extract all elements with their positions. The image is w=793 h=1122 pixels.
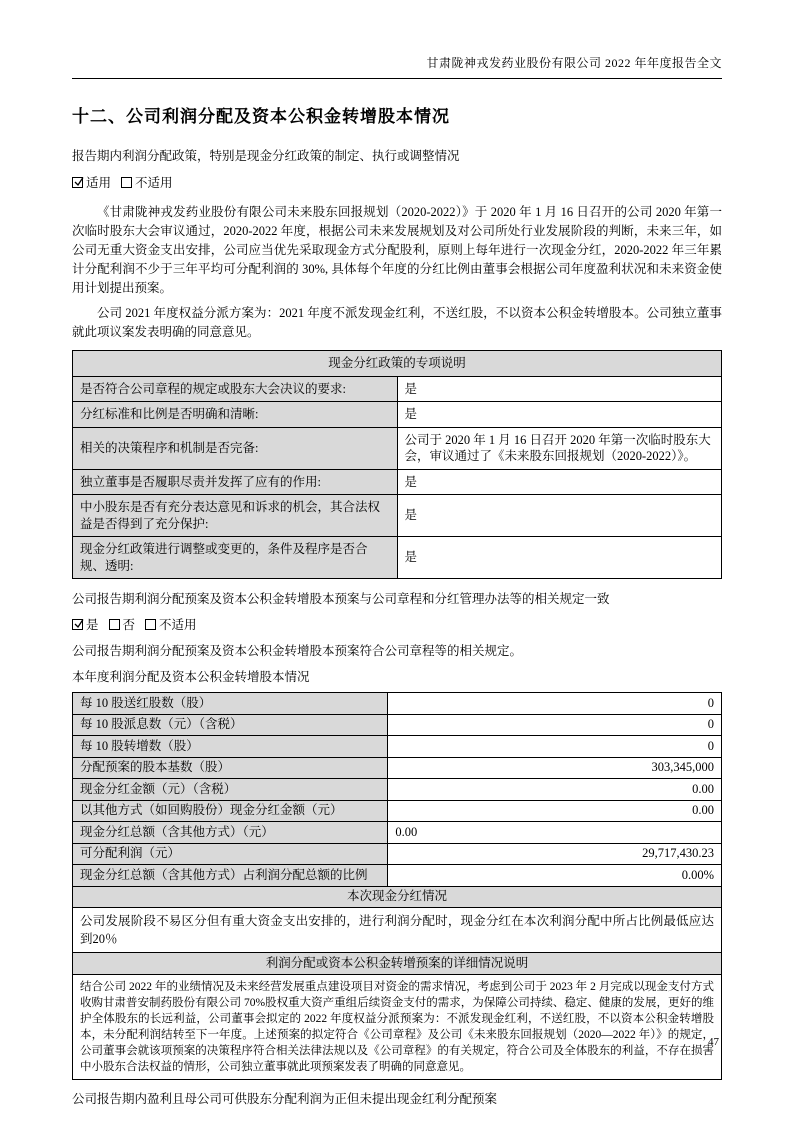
- distribution-table-caption: 本年度利润分配及资本公积金转增股本情况: [72, 670, 310, 684]
- table-row: [73, 495, 722, 537]
- page-header: [72, 0, 722, 79]
- row-label: 现金分红金额（元）（含税）: [73, 779, 388, 801]
- checkbox-label-na: 不适用: [159, 618, 197, 632]
- table-row: [73, 843, 722, 865]
- row-value: 0.00: [388, 800, 722, 822]
- row-value: 0: [388, 714, 722, 736]
- checkbox-checked-icon: [72, 177, 83, 188]
- policy-intro: 报告期内利润分配政策，特别是现金分红政策的制定、执行或调整情况: [72, 149, 460, 163]
- table-row: [73, 736, 722, 758]
- paragraph-2021-plan: 公司 2021 年度权益分派方案为：2021 年度不派发现金红利，不送红股，不以资本公积金转增股本。公司独立董事就此项议案发表明确的同意意见。: [72, 306, 722, 339]
- checkbox-checked-icon: [72, 619, 83, 630]
- cash-dividend-policy-table: [72, 350, 722, 579]
- row-value: 303,345,000: [388, 757, 722, 779]
- table-row: [73, 757, 722, 779]
- row-label: 现金分红总额（含其他方式）（元）: [73, 822, 388, 844]
- row-value: 是: [397, 469, 722, 495]
- table-row: [73, 693, 722, 715]
- table-caption-row: [73, 351, 722, 377]
- table-row: [73, 469, 722, 495]
- table-row: [73, 427, 722, 469]
- row-value: 是: [397, 376, 722, 402]
- row-value: 0: [388, 693, 722, 715]
- row-value: 公司于 2020 年 1 月 16 日召开 2020 年第一次临时股东大会，审议通过了《未来股东回报规划（2020-2022）》。: [397, 427, 722, 469]
- table-caption: 现金分红政策的专项说明: [73, 351, 722, 377]
- cash-dividend-note: 公司发展阶段不易区分但有重大资金支出安排的，进行利润分配时，现金分红在本次利润分配中所占比例最低应达到20％: [73, 908, 722, 953]
- table-row: [73, 908, 722, 953]
- row-label: 独立董事是否履职尽责并发挥了应有的作用:: [73, 469, 398, 495]
- cash-dividend-header: 本次现金分红情况: [73, 886, 722, 908]
- row-label: 每 10 股派息数（元）（含税）: [73, 714, 388, 736]
- row-label: 以其他方式（如回购股份）现金分红金额（元）: [73, 800, 388, 822]
- consistency-checkbox-line: [72, 616, 722, 635]
- section-title: 十二、公司利润分配及资本公积金转增股本情况: [72, 107, 450, 126]
- table-row: [73, 865, 722, 887]
- table-row: [73, 974, 722, 1079]
- row-label: 每 10 股送红股数（股）: [73, 693, 388, 715]
- row-value: 29,717,430.23: [388, 843, 722, 865]
- checkbox-unchecked-icon: [145, 619, 156, 630]
- row-label: 是否符合公司章程的规定或股东大会决议的要求:: [73, 376, 398, 402]
- checkbox-label-applicable: 适用: [86, 176, 112, 190]
- applicable-checkbox-line: [72, 174, 722, 193]
- table-caption-row: [73, 886, 722, 908]
- table-row: [73, 376, 722, 402]
- row-value: 0: [388, 736, 722, 758]
- checkbox-label-not-applicable: 不适用: [135, 176, 173, 190]
- consistency-statement: 公司报告期利润分配预案及资本公积金转增股本预案与公司章程和分红管理办法等的相关规定一致: [72, 592, 610, 606]
- checkbox-unchecked-icon: [121, 177, 132, 188]
- checkbox-label-yes: 是: [86, 618, 99, 632]
- table-row: [73, 822, 722, 844]
- row-value: 是: [397, 537, 722, 579]
- consistency-note: 公司报告期利润分配预案及资本公积金转增股本预案符合公司章程等的相关规定。: [72, 644, 523, 658]
- checkbox-unchecked-icon: [109, 619, 120, 630]
- detail-text: 结合公司 2022 年的业绩情况及未来经营发展重点建设项目对资金的需求情况，考虑到公司于 2023 年 2 月完成以现金支付方式收购甘肃普安制药股份有限公司 70%股权重大资产重组后续资金支付的需求，为保障公司持续、稳定、健康的发展，更好的维护全体股东的长远利益，公司董事会拟定的 2022 年度权益分派预案为：不派发现金红利，不送红股，不以资本公积金转增股本，未分配利润结转至下一年度。上述预案的拟定符合《公司章程》及公司《未来股东回报规划（2020—2022 年）》的规定，公司董事会就该项预案的决策程序符合相关法律法规以及《公司章程》的有关规定，符合公司及全体股东的利益，不存在损害中小股东合法权益的情形，公司独立董事就此项预案发表了明确的同意意见。: [73, 974, 722, 1079]
- table-row: [73, 800, 722, 822]
- row-value: 是: [397, 402, 722, 428]
- row-value: 0.00%: [388, 865, 722, 887]
- table-row: [73, 537, 722, 579]
- table-row: [73, 402, 722, 428]
- row-value: 0.00: [388, 822, 722, 844]
- row-label: 中小股东是否有充分表达意见和诉求的机会，其合法权益是否得到了充分保护:: [73, 495, 398, 537]
- report-title-text: 甘肃陇神戎发药业股份有限公司 2022 年年度报告全文: [426, 56, 722, 70]
- table-row: [73, 779, 722, 801]
- row-value: 0.00: [388, 779, 722, 801]
- row-label: 分配预案的股本基数（股）: [73, 757, 388, 779]
- paragraph-return-plan: 《甘肃陇神戎发药业股份有限公司未来股东回报规划（2020-2022）》于 2020 年 1 月 16 日召开的公司 2020 年第一次临时股东大会审议通过，2020-2022 年度，根据公司未来发展规划及对公司所处行业发展阶段的判断，未来三年，如公司无重大资金支出安排，公司应当优先采取现金方式分配股利，原则上每年进行一次现金分红，2020-2022 年三年累计分配利润不少于三年平均可分配利润的 30%, 具体每个年度的分红比例由董事会根据公司年度盈利状况和未来资金使用计划提出预案。: [72, 205, 722, 295]
- footer-note: 公司报告期内盈利且母公司可供股东分配利润为正但未提出现金红利分配预案: [72, 1091, 498, 1106]
- page-number: 47: [708, 1036, 719, 1048]
- row-label: 现金分红总额（含其他方式）占利润分配总额的比例: [73, 865, 388, 887]
- table-caption-row: [73, 953, 722, 975]
- row-label: 每 10 股转增数（股）: [73, 736, 388, 758]
- profit-distribution-table: [72, 692, 722, 1080]
- table-row: [73, 714, 722, 736]
- row-label: 分红标准和比例是否明确和清晰:: [73, 402, 398, 428]
- row-value: 是: [397, 495, 722, 537]
- checkbox-label-no: 否: [122, 618, 136, 632]
- row-label: 相关的决策程序和机制是否完备:: [73, 427, 398, 469]
- detail-header: 利润分配或资本公积金转增预案的详细情况说明: [73, 953, 722, 975]
- row-label: 可分配利润（元）: [73, 843, 388, 865]
- row-label: 现金分红政策进行调整或变更的，条件及程序是否合规、透明:: [73, 537, 398, 579]
